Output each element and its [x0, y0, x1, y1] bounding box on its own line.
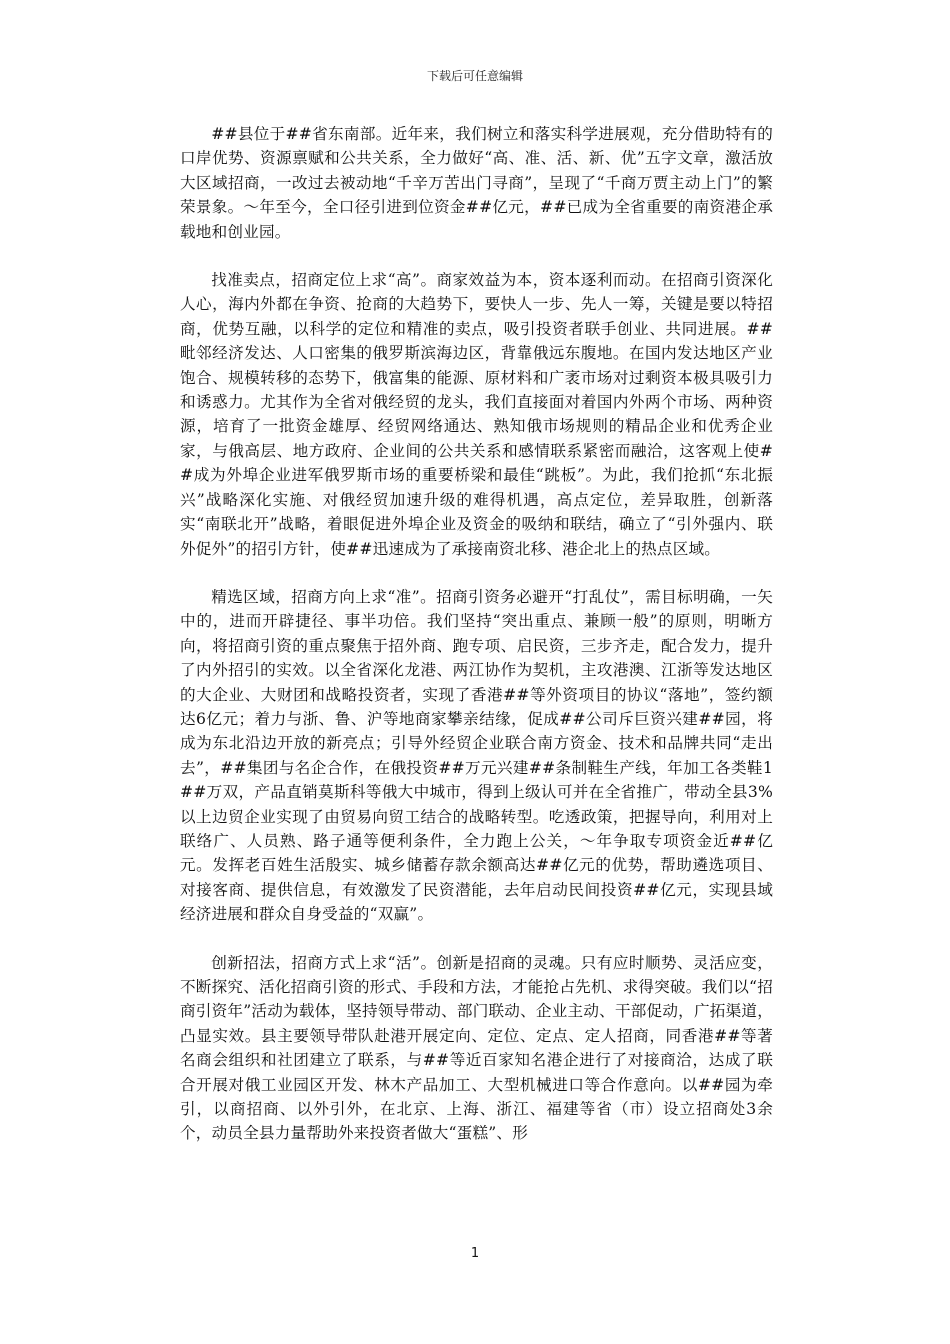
paragraph-methods: 创新招法，招商方式上求“活”。创新是招商的灵魂。只有应时顺势、灵活应变，不断探究、活化招商引资的形式、手段和方法，才能抢占先机、求得突破。我们以“招商引资年”活动为载体，坚持领导带动、部门联动、企业主动、干部促动，广拓渠道，凸显实效。县主要领导带队赴港开展定向、定位、定点、定人招商，同香港##等著名商会组织和社团建立了联系，与##等近百家知名港企进行了对接商洽，达成了联合开展对俄工业园区开发、林木产品加工、大型机械进口等合作意向。以##园为牵引，以商招商、以外引外，在北京、上海、浙江、福建等省（市）设立招商处3余个，动员全县力量帮助外来投资者做大“蛋糕”、形 [180, 953, 773, 1143]
paragraph-region: 精选区域，招商方向上求“准”。招商引资务必避开“打乱仗”，需目标明确，一矢中的，进而开辟捷径、事半功倍。我们坚持“突出重点、兼顾一般”的原则，明晰方向，将招商引资的重点聚焦于招外商、跑专项、启民资，三步齐走，配合发力，提升了内外招引的实效。以全省深化龙港、两江协作为契机，主攻港澳、江浙等发达地区的大企业、大财团和战略投资者，实现了香港##等外资项目的协议“落地”，签约额达6亿元；着力与浙、鲁、沪等地商家攀亲结缘，促成##公司斥巨资兴建##园，将成为东北沿边开放的新亮点；引导外经贸企业联合南方资金、技术和品牌共同“走出去”，##集团与名企合作，在俄投资##万元兴建##条制鞋生产线，年加工各类鞋1##万双，产品直销莫斯科等俄大中城市，得到上级认可并在全省推广，带动全县3%以上边贸企业实现了由贸易向贸工结合的战略转型。吃透政策，把握导向，利用对上联络广、人员熟、路子通等便利条件，全力跑上公关，～年争取专项资金近##亿元。发挥老百姓生活殷实、城乡储蓄存款余额高达##亿元的优势，帮助遴选项目、对接客商、提供信息，有效激发了民资潜能，去年启动民间投资##亿元，实现县域经济进展和群众自身受益的“双赢”。 [180, 587, 773, 924]
header-note: 下载后可任意编辑 [426, 69, 523, 83]
document-body [180, 122, 773, 1170]
paragraph-intro: ##县位于##省东南部。近年来，我们树立和落实科学进展观，充分借助特有的口岸优势、资源禀赋和公共关系，全力做好“高、准、活、新、优”五字文章，激活放大区域招商，一改过去被动地“千辛万苦出门寻商”，呈现了“千商万贾主动上门”的繁荣景象。～年至今，全口径引进到位资金##亿元，##已成为全省重要的南资港企承载地和创业园。 [180, 125, 773, 241]
paragraph-positioning: 找准卖点，招商定位上求“高”。商家效益为本，资本逐利而动。在招商引资深化人心，海内外都在争资、抢商的大趋势下，要快人一步、先人一筹，关键是要以特招商，优势互融，以科学的定位和精准的卖点，吸引投资者联手创业、共同进展。##毗邻经济发达、人口密集的俄罗斯滨海边区，背靠俄远东腹地。在国内发达地区产业饱合、规模转移的态势下，俄富集的能源、原材料和广袤市场对过剩资本极具吸引力和诱惑力。尤其作为全省对俄经贸的龙头，我们直接面对着国内外两个市场、两种资源，培育了一批资金雄厚、经贸网络通达、熟知俄市场规则的精品企业和优秀企业家，与俄高层、地方政府、企业间的公共关系和感情联系紧密而融洽，这客观上使##成为外埠企业进军俄罗斯市场的重要桥梁和最佳“跳板”。为此，我们抢抓“东北振兴”战略深化实施、对俄经贸加速升级的难得机遇，高点定位，差异取胜，创新落实“南联北开”战略，着眼促进外埠企业及资金的吸纳和联结，确立了“引外强内、联外促外”的招引方针，使##迅速成为了承接南资北移、港企北上的热点区域。 [180, 271, 773, 558]
page-number: 1 [470, 1246, 480, 1261]
